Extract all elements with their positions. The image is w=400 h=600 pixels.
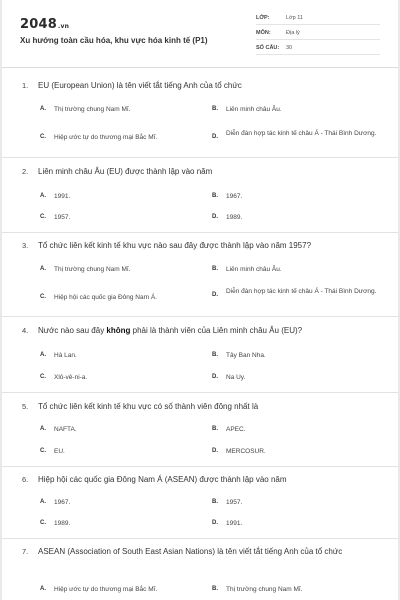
question-text: EU (European Union) là tên viết tắt tiếng Anh của tổ chức xyxy=(38,81,242,90)
question-text: Nước nào sau đây không phải là thành viên của Liên minh châu Âu (EU)? xyxy=(38,326,303,335)
option-b[interactable] xyxy=(212,105,387,114)
option-letter: C. xyxy=(40,520,46,526)
option-c[interactable] xyxy=(40,133,200,142)
option-c[interactable] xyxy=(40,373,200,382)
option-letter: B. xyxy=(212,193,218,199)
option-letter: C. xyxy=(40,374,46,380)
option-text: MERCOSUR. xyxy=(226,448,266,455)
option-letter: A. xyxy=(40,499,46,505)
meta-label: MÔN: xyxy=(256,30,271,36)
option-text: NAFTA. xyxy=(54,426,77,433)
option-text: APEC. xyxy=(226,426,246,433)
option-letter: A. xyxy=(40,426,46,432)
option-c[interactable] xyxy=(40,519,200,528)
question-3 xyxy=(2,240,398,251)
question-text: Hiệp hội các quốc gia Đông Nam Á (ASEAN) được thành lập vào năm xyxy=(38,475,287,484)
option-letter: C. xyxy=(40,214,46,220)
option-a[interactable] xyxy=(40,585,205,594)
option-text: Na Uy. xyxy=(226,374,246,381)
meta-value: 30 xyxy=(286,45,293,51)
option-letter: D. xyxy=(212,374,218,380)
option-b[interactable] xyxy=(212,265,387,274)
option-letter: B. xyxy=(212,106,218,112)
option-letter: B. xyxy=(212,266,218,272)
option-c[interactable] xyxy=(40,293,205,302)
option-text: 1989. xyxy=(226,214,243,221)
option-a[interactable] xyxy=(40,498,200,507)
option-d[interactable] xyxy=(212,373,387,382)
divider xyxy=(2,232,398,233)
question-number: 4. xyxy=(22,326,29,335)
option-letter: D. xyxy=(212,448,218,454)
meta-subject-row xyxy=(256,27,380,40)
meta-label: SỐ CÂU: xyxy=(256,45,280,51)
option-text: Hà Lan. xyxy=(54,352,77,359)
option-text: Thị trường chung Nam Mĩ. xyxy=(54,266,131,273)
site-logo[interactable]: 2048.vn xyxy=(20,17,70,32)
meta-count-row xyxy=(256,42,380,55)
option-a[interactable] xyxy=(40,192,200,201)
option-b[interactable] xyxy=(212,351,387,360)
option-text: 1967. xyxy=(226,193,243,200)
option-letter: A. xyxy=(40,106,46,112)
option-letter: A. xyxy=(40,193,46,199)
option-letter: B. xyxy=(212,352,218,358)
meta-value: Địa lý xyxy=(286,30,300,36)
question-4 xyxy=(2,325,398,336)
divider xyxy=(2,392,398,393)
divider xyxy=(2,538,398,539)
question-text: Tổ chức liên kết kinh tế khu vực nào sau đây được thành lập vào năm 1957? xyxy=(38,241,312,250)
option-d[interactable] xyxy=(212,213,387,222)
option-text: Hiệp ước tự do thương mại Bắc Mĩ. xyxy=(54,134,158,141)
option-a[interactable] xyxy=(40,425,200,434)
option-letter: D. xyxy=(212,520,218,526)
option-text: 1967. xyxy=(54,499,71,506)
option-text: Hiệp hội các quốc gia Đông Nam Á. xyxy=(54,294,157,301)
option-text: 1991. xyxy=(54,193,71,200)
worksheet-title: Xu hướng toàn cầu hóa, khu vực hóa kinh tế (P1) xyxy=(20,36,208,45)
option-text: 1989. xyxy=(54,520,71,527)
option-text: Thị trường chung Nam Mĩ. xyxy=(226,586,303,593)
option-a[interactable] xyxy=(40,265,200,274)
question-number: 5. xyxy=(22,402,29,411)
emphasis-text: không xyxy=(106,326,131,335)
option-b[interactable] xyxy=(212,425,387,434)
question-text: ASEAN (Association of South East Asian Nations) là tên viết tắt tiếng Anh của tổ chức xyxy=(38,547,343,556)
option-b[interactable] xyxy=(212,192,387,201)
worksheet-meta xyxy=(256,12,380,57)
option-text: Diễn đàn hợp tác kinh tế châu Á - Thái Bình Dương. xyxy=(226,130,377,137)
option-letter: B. xyxy=(212,586,218,592)
option-letter: D. xyxy=(212,134,218,140)
question-number: 1. xyxy=(22,81,29,90)
option-text: Thị trường chung Nam Mĩ. xyxy=(54,106,131,113)
option-text: Hiệp ước tự do thương mại Bắc Mĩ. xyxy=(54,586,158,593)
question-number: 7. xyxy=(22,547,29,556)
option-letter: C. xyxy=(40,134,46,140)
question-number: 2. xyxy=(22,167,29,176)
question-number: 3. xyxy=(22,241,29,250)
option-b[interactable] xyxy=(212,585,387,594)
option-text: 1991. xyxy=(226,520,243,527)
option-a[interactable] xyxy=(40,105,200,114)
option-letter: C. xyxy=(40,294,46,300)
option-text: Liên minh châu Âu. xyxy=(226,266,282,273)
option-text: Liên minh châu Âu. xyxy=(226,106,282,113)
worksheet-header xyxy=(2,0,398,68)
meta-value: Lớp 11 xyxy=(286,15,303,21)
option-text: 1957. xyxy=(226,499,243,506)
option-letter: C. xyxy=(40,448,46,454)
question-number: 6. xyxy=(22,475,29,484)
option-d[interactable] xyxy=(212,519,387,528)
divider xyxy=(2,157,398,158)
worksheet-page xyxy=(2,0,398,600)
question-5 xyxy=(2,401,398,412)
option-letter: D. xyxy=(212,214,218,220)
option-d[interactable] xyxy=(212,287,384,300)
question-2 xyxy=(2,166,398,177)
meta-class-row xyxy=(256,12,380,25)
question-1 xyxy=(2,80,398,91)
option-letter: A. xyxy=(40,266,46,272)
question-6 xyxy=(2,474,398,485)
option-text: Xlô-vê-ni-a. xyxy=(54,374,88,381)
option-c[interactable] xyxy=(40,447,200,456)
option-d[interactable] xyxy=(212,129,384,142)
meta-label: LỚP: xyxy=(256,15,270,21)
option-letter: A. xyxy=(40,352,46,358)
option-text: EU. xyxy=(54,448,65,455)
option-letter: A. xyxy=(40,586,46,592)
option-a[interactable] xyxy=(40,351,200,360)
option-text: Diễn đàn hợp tác kinh tế châu Á - Thái Bình Dương. xyxy=(226,288,377,295)
option-letter: D. xyxy=(212,292,218,298)
option-text: 1957. xyxy=(54,214,71,221)
option-d[interactable] xyxy=(212,447,387,456)
question-7 xyxy=(2,546,398,557)
option-b[interactable] xyxy=(212,498,387,507)
option-letter: B. xyxy=(212,499,218,505)
question-text: Tổ chức liên kết kinh tế khu vực có số thành viên đông nhất là xyxy=(38,402,259,411)
question-text: Liên minh châu Âu (EU) được thành lập vào năm xyxy=(38,167,213,176)
divider xyxy=(2,466,398,467)
divider xyxy=(2,316,398,317)
option-letter: B. xyxy=(212,426,218,432)
option-text: Tây Ban Nha. xyxy=(226,352,266,359)
option-c[interactable] xyxy=(40,213,200,222)
